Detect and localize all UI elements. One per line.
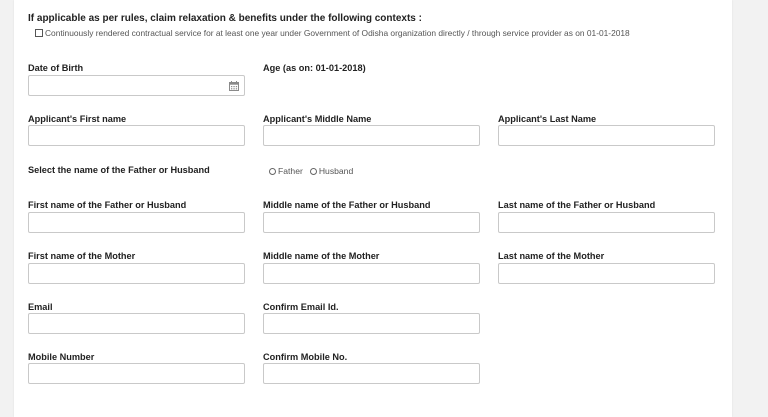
confirm-email-input[interactable] xyxy=(263,313,480,334)
dob-input[interactable] xyxy=(28,75,245,96)
radio-husband[interactable] xyxy=(310,166,353,176)
father-middle-name-input[interactable] xyxy=(263,212,480,233)
applicant-first-name-input[interactable] xyxy=(28,125,245,146)
mother-last-name-label: Last name of the Mother xyxy=(498,251,605,261)
applicant-first-name-label: Applicant's First name xyxy=(28,114,127,124)
email-input[interactable] xyxy=(28,313,245,334)
mobile-number-label: Mobile Number xyxy=(28,352,95,362)
mother-middle-name-label: Middle name of the Mother xyxy=(263,251,380,261)
email-label: Email xyxy=(28,302,53,312)
form-panel xyxy=(14,0,732,417)
mother-first-name-label: First name of the Mother xyxy=(28,251,136,261)
confirm-email-label: Confirm Email Id. xyxy=(263,302,339,312)
radio-father[interactable] xyxy=(269,166,303,176)
radio-husband-label: Husband xyxy=(318,166,354,176)
applicant-last-name-label: Applicant's Last Name xyxy=(498,114,597,124)
father-first-name-label: First name of the Father or Husband xyxy=(28,200,187,210)
mother-first-name-input[interactable] xyxy=(28,263,245,284)
relaxation-option[interactable] xyxy=(35,28,630,38)
radio-father-circle[interactable] xyxy=(269,168,276,175)
applicant-middle-name-input[interactable] xyxy=(263,125,480,146)
age-label: Age (as on: 01-01-2018) xyxy=(263,63,366,73)
radio-father-label: Father xyxy=(278,166,303,176)
father-last-name-input[interactable] xyxy=(498,212,715,233)
relaxation-heading: If applicable as per rules, claim relaxation & benefits under the following contexts : xyxy=(28,13,422,24)
father-first-name-input[interactable] xyxy=(28,212,245,233)
confirm-mobile-label: Confirm Mobile No. xyxy=(263,352,348,362)
mobile-number-input[interactable] xyxy=(28,363,245,384)
father-middle-name-label: Middle name of the Father or Husband xyxy=(263,200,431,210)
relation-radio-group xyxy=(269,166,360,176)
applicant-middle-name-label: Applicant's Middle Name xyxy=(263,114,372,124)
contractual-service-label: Continuously rendered contractual service for at least one year under Government of Odisha organization directly / through service provider as on 01-01-2018 xyxy=(45,28,630,38)
radio-husband-circle[interactable] xyxy=(310,168,317,175)
calendar-icon[interactable] xyxy=(229,81,239,91)
dob-label: Date of Birth xyxy=(28,63,84,73)
applicant-last-name-input[interactable] xyxy=(498,125,715,146)
contractual-service-checkbox[interactable] xyxy=(35,29,43,37)
relation-select-label: Select the name of the Father or Husband xyxy=(28,165,210,175)
mother-last-name-input[interactable] xyxy=(498,263,715,284)
father-last-name-label: Last name of the Father or Husband xyxy=(498,200,656,210)
mother-middle-name-input[interactable] xyxy=(263,263,480,284)
confirm-mobile-input[interactable] xyxy=(263,363,480,384)
